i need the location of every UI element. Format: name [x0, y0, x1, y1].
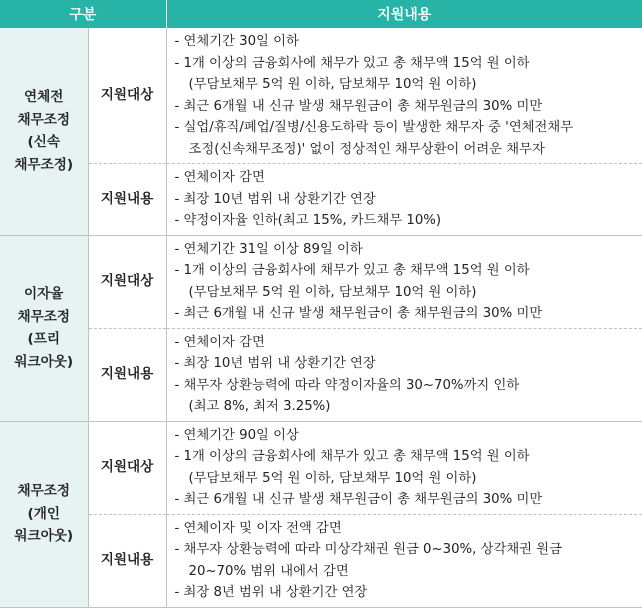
program-name-line: 연체전: [24, 89, 64, 106]
list-item-continuation: 20~70% 범위 내에서 감면: [188, 563, 349, 579]
list-item-continuation: 조정(신속채무조정)' 없이 정상적인 채무상환이 어려운 채무자: [188, 141, 545, 157]
list-item: - 최근 6개월 내 신규 발생 채무원금이 총 채무원금의 30% 미만: [174, 98, 543, 114]
list-item-continuation: (무담보채무 5억 원 이하, 담보채무 10억 원 이하): [188, 284, 477, 300]
support-content: [166, 164, 642, 236]
list-item: - 1개 이상의 금융회사에 채무가 있고 총 채무액 15억 원 이하: [174, 55, 530, 71]
program-name-cell: [0, 28, 88, 235]
list-item: - 최근 6개월 내 신규 발생 채무원금이 총 채무원금의 30% 미만: [174, 492, 543, 507]
program-name-line: 채무조정): [14, 156, 74, 173]
list-item: - 최장 8년 범위 내 상환기간 연장: [174, 585, 368, 600]
program-name-cell: [0, 235, 88, 421]
program-name-cell: [0, 421, 88, 607]
header-content: 지원내용: [166, 0, 642, 28]
list-item: - 최장 10년 범위 내 상환기간 연장: [174, 191, 376, 207]
program-name-line: 채무조정: [17, 111, 71, 128]
list-item: - 연체기간 30일 이하: [174, 34, 299, 49]
list-item: - 채무자 상환능력에 따라 미상각채권 원금 0~30%, 상각채권 원금: [174, 542, 562, 557]
program-name-line: 채무조정: [17, 483, 71, 500]
list-item: - 연체이자 감면: [174, 170, 265, 185]
table-row: [0, 164, 642, 236]
list-item-continuation: (무담보채무 5억 원 이하, 담보채무 10억 원 이하): [188, 470, 477, 486]
table-row: [0, 514, 642, 607]
support-label: 지원내용: [88, 164, 166, 236]
list-item: - 연체이자 감면: [174, 334, 265, 350]
list-item: - 연체기간 31일 이상 89일 이하: [174, 241, 363, 257]
support-content: [166, 514, 642, 607]
eligibility-label: 지원대상: [88, 235, 166, 328]
eligibility-label: 지원대상: [88, 421, 166, 514]
list-item-continuation: (무담보채무 5억 원 이하, 담보채무 10억 원 이하): [188, 77, 477, 92]
table-header-row: [0, 0, 642, 28]
table-row: [0, 28, 642, 164]
list-item: - 연체이자 및 이자 전액 감면: [174, 520, 342, 536]
table-row: [0, 328, 642, 421]
eligibility-content: [166, 28, 642, 164]
program-name-line: 워크아웃): [14, 528, 74, 545]
support-label: 지원내용: [88, 328, 166, 421]
program-name-line: (신속: [27, 134, 60, 151]
eligibility-content: [166, 421, 642, 514]
list-item-continuation: (최고 8%, 최저 3.25%): [188, 399, 331, 414]
program-name-line: 이자율: [24, 286, 64, 302]
program-name-line: (개인: [27, 505, 60, 522]
table-row: [0, 235, 642, 328]
list-item: - 최근 6개월 내 신규 발생 채무원금이 총 채무원금의 30% 미만: [174, 306, 543, 321]
list-item: - 실업/휴직/폐업/질병/신용도하락 등이 발생한 채무자 중 '연체전채무: [174, 120, 574, 135]
program-name-line: 워크아웃): [14, 353, 74, 370]
list-item: - 약정이자율 인하(최고 15%, 카드채무 10%): [174, 213, 442, 228]
eligibility-content: [166, 235, 642, 328]
list-item: - 최장 10년 범위 내 상환기간 연장: [174, 356, 376, 371]
header-category: 구분: [0, 0, 166, 28]
list-item: - 연체기간 90일 이상: [174, 427, 299, 443]
list-item: - 1개 이상의 금융회사에 채무가 있고 총 채무액 15억 원 이하: [174, 449, 530, 464]
support-content: [166, 328, 642, 421]
program-name-line: 채무조정: [17, 308, 71, 325]
support-label: 지원내용: [88, 514, 166, 607]
list-item: - 채무자 상환능력에 따라 약정이자율의 30~70%까지 인하: [174, 377, 520, 393]
eligibility-label: 지원대상: [88, 28, 166, 164]
table-row: [0, 421, 642, 514]
program-name-line: (프리: [27, 331, 60, 347]
list-item: - 1개 이상의 금융회사에 채무가 있고 총 채무액 15억 원 이하: [174, 263, 530, 278]
